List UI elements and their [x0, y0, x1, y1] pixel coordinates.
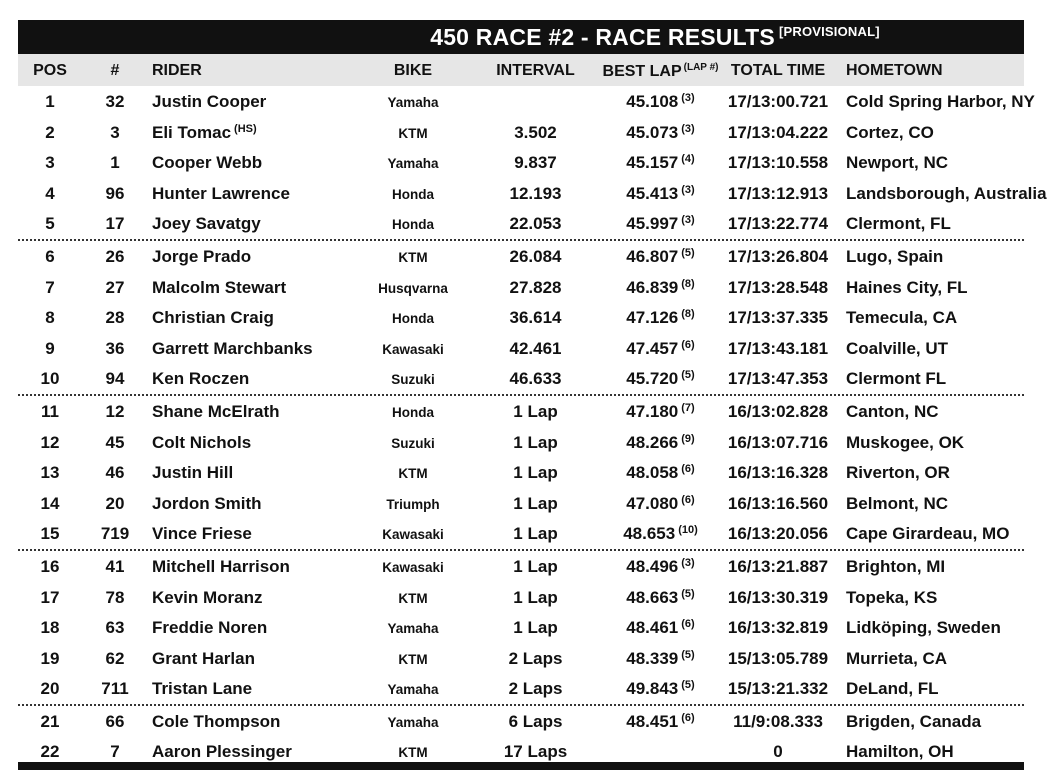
cell-number: 78 — [105, 587, 125, 607]
table-row — [18, 333, 1024, 364]
cell-best-lap — [598, 463, 723, 483]
cell-bike: Honda — [392, 311, 434, 327]
cell-bike: Suzuki — [391, 372, 435, 388]
cell-best-lap — [598, 184, 723, 204]
cell-interval: 3.502 — [514, 122, 557, 142]
cell-number: 12 — [105, 401, 125, 421]
cell-bike: KTM — [398, 590, 428, 606]
cell-rider — [152, 153, 265, 173]
rider-name: Shane McElrath — [152, 401, 280, 421]
table-row — [18, 396, 1024, 427]
cell-total-time: 16/13:21.887 — [727, 556, 829, 576]
cell-number: 1 — [110, 153, 120, 173]
cell-number: 27 — [105, 277, 125, 297]
cell-interval: 2 Laps — [508, 648, 563, 668]
cell-hometown: Muskogee, OK — [846, 432, 965, 452]
cell-bike: KTM — [398, 125, 428, 141]
cell-interval: 1 Lap — [513, 432, 558, 452]
cell-bike: KTM — [398, 745, 428, 761]
cell-total-time: 17/13:22.774 — [727, 214, 829, 234]
cell-best-lap — [598, 433, 723, 453]
best-lap-time: 47.080 — [626, 493, 679, 513]
cell-number: 66 — [105, 711, 125, 731]
cell-pos: 21 — [40, 711, 60, 731]
best-lap-time: 48.339 — [626, 648, 679, 668]
cell-hometown: Brigden, Canada — [846, 711, 982, 731]
best-lap-number: (9) — [681, 432, 695, 445]
best-lap-number: (5) — [681, 246, 695, 259]
cell-hometown: Riverton, OR — [846, 463, 950, 483]
cell-best-lap — [598, 278, 723, 298]
cell-hometown: Coalville, UT — [846, 338, 949, 358]
table-row — [18, 643, 1024, 674]
cell-bike: KTM — [398, 651, 428, 667]
best-lap-time: 49.843 — [626, 679, 679, 699]
cell-rider — [152, 369, 252, 389]
cell-interval: 12.193 — [509, 183, 562, 203]
cell-hometown: Hamilton, OH — [846, 742, 954, 762]
best-lap-number: (6) — [681, 711, 695, 724]
cell-interval: 42.461 — [509, 338, 562, 358]
best-lap-time: 47.457 — [626, 338, 679, 358]
cell-number: 28 — [105, 308, 125, 328]
cell-interval: 27.828 — [509, 277, 562, 297]
cell-rider — [152, 618, 270, 638]
cell-pos: 4 — [45, 183, 55, 203]
cell-number: 45 — [105, 432, 125, 452]
cell-best-lap — [598, 369, 723, 389]
provisional-tag: [PROVISIONAL] — [778, 23, 880, 39]
cell-best-lap — [598, 339, 723, 359]
cell-number: 62 — [105, 648, 125, 668]
cell-pos: 5 — [45, 214, 55, 234]
best-lap-time: 45.720 — [626, 369, 679, 389]
cell-best-lap — [598, 402, 723, 422]
rider-name: Tristan Lane — [152, 679, 253, 699]
table-row — [18, 427, 1024, 458]
cell-rider — [152, 308, 277, 328]
cell-rider — [152, 92, 269, 112]
bottom-rule — [18, 762, 1024, 770]
cell-number: 46 — [105, 463, 125, 483]
cell-pos: 13 — [40, 463, 60, 483]
cell-best-lap — [598, 308, 723, 328]
cell-best-lap — [598, 524, 723, 544]
best-lap-time: 45.997 — [626, 214, 679, 234]
rider-name: Jorge Prado — [152, 246, 252, 266]
rider-name: Hunter Lawrence — [152, 183, 290, 203]
cell-number: 96 — [105, 183, 125, 203]
best-lap-time: 48.663 — [626, 587, 679, 607]
table-row — [18, 363, 1024, 396]
rider-name: Justin Hill — [152, 463, 234, 483]
cell-pos: 7 — [45, 277, 55, 297]
rider-name: Joey Savatgy — [152, 214, 261, 234]
cell-bike: Triumph — [386, 496, 440, 512]
cell-pos: 2 — [45, 122, 55, 142]
cell-total-time: 16/13:07.716 — [727, 432, 829, 452]
table-row — [18, 582, 1024, 613]
best-lap-number: (3) — [681, 556, 695, 569]
cell-bike: Honda — [392, 217, 434, 233]
cell-pos: 9 — [45, 338, 55, 358]
cell-pos: 8 — [45, 308, 55, 328]
cell-total-time: 17/13:26.804 — [727, 246, 829, 266]
best-lap-number: (5) — [681, 587, 695, 600]
cell-total-time: 17/13:43.181 — [727, 338, 829, 358]
cell-total-time: 17/13:47.353 — [727, 369, 829, 389]
cell-bike: Husqvarna — [378, 280, 448, 296]
rider-name: Colt Nichols — [152, 432, 252, 452]
table-row — [18, 86, 1035, 117]
best-lap-time: 45.073 — [626, 122, 679, 142]
cell-rider — [152, 339, 316, 359]
cell-rider — [152, 742, 295, 762]
best-lap-number: (8) — [681, 308, 695, 321]
cell-best-lap — [598, 153, 723, 173]
cell-rider — [152, 494, 265, 514]
best-lap-number: (4) — [681, 153, 695, 166]
cell-hometown: Clermont, FL — [846, 214, 951, 234]
table-row — [18, 518, 1024, 551]
cell-pos: 20 — [40, 679, 60, 699]
cell-total-time: 16/13:16.328 — [727, 463, 829, 483]
rider-name: Freddie Noren — [152, 618, 268, 638]
best-lap-number: (8) — [681, 277, 695, 290]
header-best-lap — [598, 62, 723, 81]
cell-pos: 17 — [40, 587, 60, 607]
cell-bike: Kawasaki — [382, 559, 444, 575]
cell-best-lap — [598, 588, 723, 608]
cell-hometown: Murrieta, CA — [846, 648, 948, 668]
cell-total-time: 16/13:32.819 — [727, 618, 829, 638]
cell-hometown: Landsborough, Australia — [846, 183, 1047, 203]
cell-number: 94 — [105, 369, 125, 389]
table-row — [18, 272, 1024, 303]
cell-total-time: 16/13:20.056 — [727, 524, 829, 544]
cell-interval: 1 Lap — [513, 524, 558, 544]
cell-interval: 36.614 — [509, 308, 562, 328]
best-lap-number: (5) — [681, 679, 695, 692]
cell-number: 63 — [105, 618, 125, 638]
cell-hometown: Lidköping, Sweden — [846, 618, 1001, 638]
cell-rider — [152, 433, 254, 453]
table-row — [18, 612, 1024, 643]
cell-hometown: Canton, NC — [846, 401, 939, 421]
cell-interval: 17 Laps — [503, 742, 568, 762]
cell-number: 17 — [105, 214, 125, 234]
cell-pos: 6 — [45, 246, 55, 266]
cell-best-lap — [598, 557, 723, 577]
cell-best-lap — [598, 123, 723, 143]
cell-best-lap — [598, 679, 723, 699]
cell-best-lap — [598, 618, 723, 638]
cell-interval: 46.633 — [509, 369, 562, 389]
cell-pos: 14 — [40, 493, 60, 513]
rider-name: Jordon Smith — [152, 493, 262, 513]
header-total-time: TOTAL TIME — [730, 62, 826, 79]
cell-bike: Honda — [392, 404, 434, 420]
table-row — [18, 241, 1024, 272]
cell-pos: 22 — [40, 742, 60, 762]
cell-total-time: 17/13:10.558 — [727, 153, 829, 173]
cell-interval: 1 Lap — [513, 618, 558, 638]
cell-pos: 10 — [40, 369, 60, 389]
best-lap-number: (10) — [678, 524, 698, 537]
cell-rider — [152, 557, 293, 577]
cell-rider — [152, 463, 236, 483]
best-lap-number: (3) — [681, 183, 695, 196]
header-interval: INTERVAL — [496, 62, 575, 79]
cell-pos: 11 — [41, 401, 59, 421]
cell-hometown: Cold Spring Harbor, NY — [846, 92, 1035, 111]
cell-bike: Yamaha — [387, 95, 439, 110]
cell-pos: 3 — [45, 153, 55, 173]
cell-hometown: Newport, NC — [846, 153, 948, 173]
cell-best-lap — [598, 649, 723, 669]
cell-rider — [152, 402, 283, 422]
cell-number: 711 — [101, 679, 129, 699]
cell-number: 32 — [105, 92, 125, 111]
table-header — [18, 54, 1024, 86]
cell-bike: Honda — [392, 186, 434, 202]
cell-number: 20 — [105, 493, 125, 513]
cell-interval: 1 Lap — [513, 556, 558, 576]
header-rider: RIDER — [152, 62, 202, 79]
table-row — [18, 673, 1024, 706]
cell-total-time: 17/13:00.721 — [727, 92, 829, 111]
cell-interval: 1 Lap — [513, 463, 558, 483]
header-best-lap-label: BEST LAP — [602, 63, 682, 80]
rider-name: Ken Roczen — [152, 369, 250, 389]
best-lap-time: 46.807 — [626, 246, 679, 266]
best-lap-time: 48.461 — [626, 618, 679, 638]
cell-best-lap — [598, 214, 723, 234]
cell-total-time: 15/13:05.789 — [727, 648, 829, 668]
rider-name: Mitchell Harrison — [152, 556, 290, 576]
cell-pos: 12 — [40, 432, 60, 452]
best-lap-time: 48.496 — [626, 556, 679, 576]
cell-best-lap — [598, 247, 723, 267]
cell-rider — [152, 214, 264, 234]
cell-bike: Kawasaki — [382, 527, 444, 543]
best-lap-time: 48.653 — [623, 524, 676, 544]
cell-number: 26 — [105, 246, 125, 266]
cell-best-lap — [598, 712, 723, 732]
rider-name: Kevin Moranz — [152, 587, 263, 607]
cell-interval: 22.053 — [509, 214, 562, 234]
cell-total-time: 11/9:08.333 — [733, 711, 823, 731]
best-lap-time: 45.157 — [626, 153, 679, 173]
rider-name: Vince Friese — [152, 524, 252, 544]
best-lap-number: (6) — [681, 463, 695, 476]
cell-pos: 19 — [40, 648, 60, 668]
cell-rider — [152, 712, 283, 732]
header-bike: BIKE — [393, 62, 433, 79]
cell-interval: 6 Laps — [508, 711, 563, 731]
best-lap-time: 48.266 — [626, 432, 679, 452]
cell-interval: 26.084 — [509, 246, 562, 266]
cell-total-time: 16/13:02.828 — [727, 401, 829, 421]
results-title — [430, 24, 880, 51]
cell-total-time: 17/13:37.335 — [727, 308, 829, 328]
cell-bike: Suzuki — [391, 435, 435, 451]
table-row — [18, 457, 1024, 488]
best-lap-time: 48.451 — [626, 711, 679, 731]
cell-hometown: Brighton, MI — [846, 556, 946, 576]
rider-name: Cooper Webb — [152, 153, 263, 173]
table-row — [18, 302, 1024, 333]
cell-bike: Yamaha — [387, 621, 439, 637]
cell-total-time: 17/13:04.222 — [727, 122, 829, 142]
cell-interval: 2 Laps — [508, 679, 563, 699]
best-lap-time: 47.126 — [626, 308, 679, 328]
cell-pos: 1 — [45, 92, 55, 111]
cell-total-time: 17/13:28.548 — [727, 277, 829, 297]
header-best-lap-note: (LAP #) — [683, 62, 719, 73]
cell-total-time: 17/13:12.913 — [727, 183, 829, 203]
table-row — [18, 178, 1047, 209]
table-row — [18, 488, 1024, 519]
title-main: 450 RACE #2 - RACE RESULTS — [430, 23, 775, 50]
cell-interval: 1 Lap — [513, 401, 558, 421]
cell-bike: Kawasaki — [382, 341, 444, 357]
rider-name: Eli Tomac — [152, 122, 232, 142]
cell-bike: Yamaha — [387, 682, 439, 698]
rider-name: Christian Craig — [152, 308, 274, 328]
cell-rider — [152, 247, 254, 267]
cell-best-lap — [598, 494, 723, 514]
best-lap-number: (3) — [681, 214, 695, 227]
cell-bike: Yamaha — [387, 714, 439, 730]
cell-hometown: Lugo, Spain — [846, 246, 944, 266]
cell-interval: 9.837 — [514, 153, 557, 173]
best-lap-number: (6) — [681, 618, 695, 631]
cell-hometown: Temecula, CA — [846, 308, 958, 328]
cell-hometown: Cortez, CO — [846, 122, 934, 142]
rider-name: Aaron Plessinger — [152, 742, 292, 762]
cell-number: 41 — [105, 556, 125, 576]
rider-name: Malcolm Stewart — [152, 277, 287, 297]
cell-pos: 15 — [40, 524, 60, 544]
table-row — [18, 147, 1024, 178]
rider-name: Grant Harlan — [152, 648, 255, 668]
cell-bike: KTM — [398, 466, 428, 482]
cell-number: 3 — [110, 122, 120, 142]
table-row — [18, 706, 1024, 737]
table-row — [18, 208, 1024, 241]
best-lap-number: (6) — [681, 338, 695, 351]
cell-best-lap — [598, 92, 723, 112]
cell-number: 719 — [100, 524, 130, 544]
cell-total-time: 16/13:16.560 — [727, 493, 829, 513]
cell-hometown: Belmont, NC — [846, 493, 948, 513]
best-lap-number: (5) — [681, 369, 695, 382]
cell-total-time: 15/13:21.332 — [727, 679, 829, 699]
cell-total-time: 0 — [773, 742, 783, 762]
best-lap-time: 45.108 — [626, 92, 679, 111]
cell-hometown: Topeka, KS — [846, 587, 938, 607]
cell-rider — [152, 649, 258, 669]
header-hometown: HOMETOWN — [846, 62, 943, 79]
cell-interval: 1 Lap — [513, 587, 558, 607]
cell-interval: 1 Lap — [513, 493, 558, 513]
rider-name: Cole Thompson — [152, 711, 281, 731]
best-lap-time: 47.180 — [626, 401, 679, 421]
cell-rider — [152, 588, 266, 608]
rider-name: Garrett Marchbanks — [152, 338, 313, 358]
table-row — [18, 551, 1024, 582]
cell-rider — [152, 123, 257, 143]
rider-name: Justin Cooper — [152, 92, 267, 111]
rider-note: (HS) — [234, 122, 257, 135]
header-pos: POS — [33, 62, 67, 79]
best-lap-number: (7) — [681, 401, 695, 414]
cell-hometown: DeLand, FL — [846, 679, 939, 699]
cell-bike: Yamaha — [387, 156, 439, 172]
header-number: # — [110, 62, 120, 79]
best-lap-time: 45.413 — [626, 183, 679, 203]
best-lap-number: (5) — [681, 648, 695, 661]
cell-rider — [152, 679, 255, 699]
results-table-body — [18, 86, 1047, 767]
cell-best-lap — [598, 742, 723, 762]
results-title-bar — [18, 20, 1024, 54]
cell-number: 36 — [105, 338, 125, 358]
cell-number: 7 — [110, 742, 120, 762]
cell-hometown: Cape Girardeau, MO — [846, 524, 1010, 544]
cell-hometown: Clermont FL — [846, 369, 947, 389]
table-row — [18, 117, 1024, 148]
cell-hometown: Haines City, FL — [846, 277, 968, 297]
cell-rider — [152, 278, 289, 298]
cell-pos: 18 — [40, 618, 60, 638]
cell-rider — [152, 184, 293, 204]
best-lap-number: (3) — [681, 92, 695, 104]
best-lap-number: (6) — [681, 493, 695, 506]
cell-total-time: 16/13:30.319 — [727, 587, 829, 607]
best-lap-number: (3) — [681, 122, 695, 135]
cell-bike: KTM — [398, 249, 428, 265]
cell-rider — [152, 524, 255, 544]
best-lap-time: 46.839 — [626, 277, 679, 297]
cell-pos: 16 — [40, 556, 60, 576]
best-lap-time: 48.058 — [626, 463, 679, 483]
